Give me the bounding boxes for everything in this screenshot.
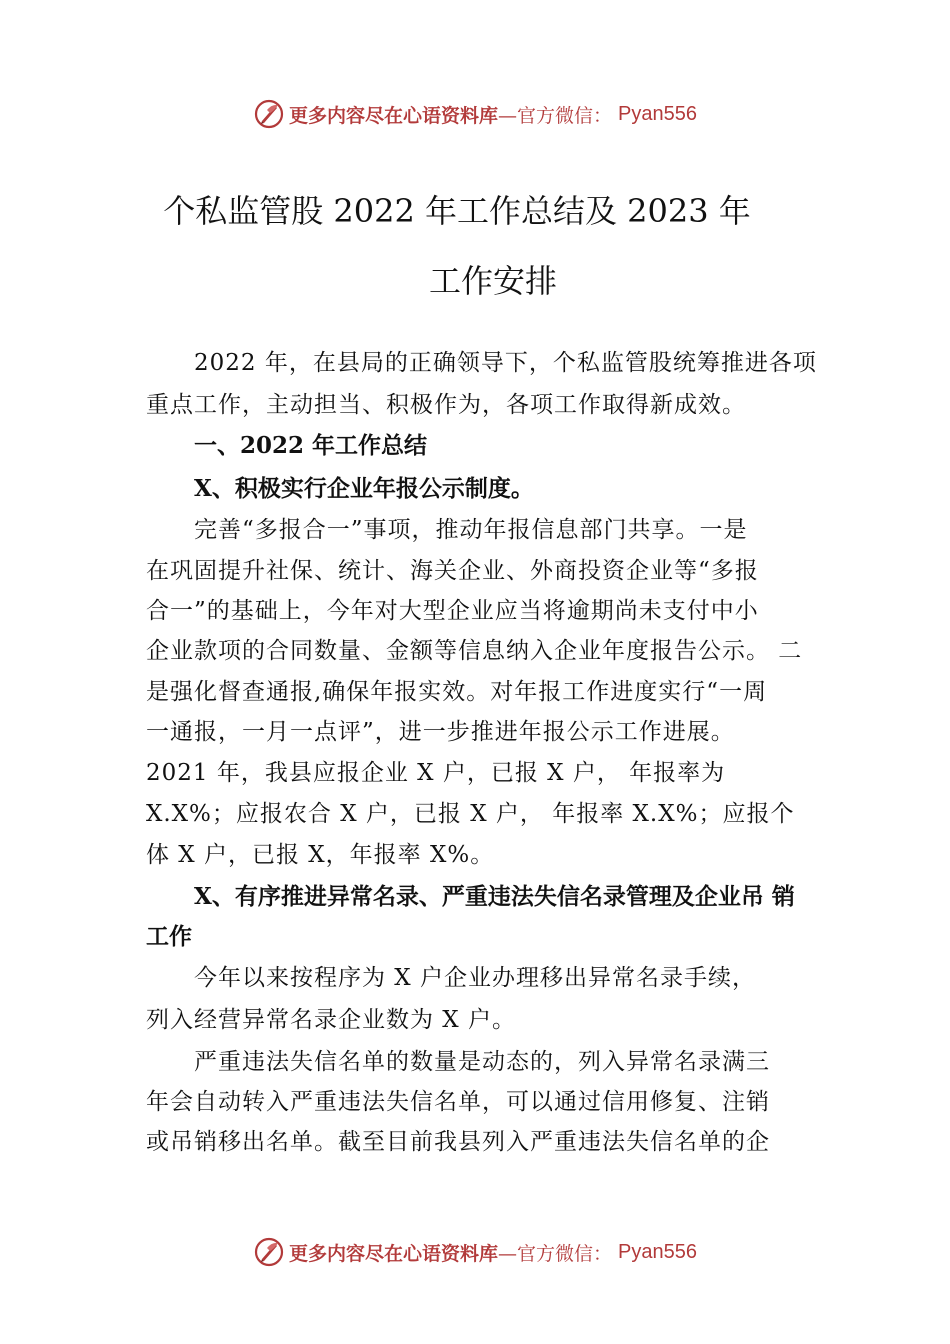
paragraph-line: 体 X 户，已报 X，年报率 X%。 [146,842,495,868]
paragraph-line: 在巩固提升社保、统计、海关企业、外商投资企业等“多报 [146,558,759,584]
quill-logo-icon [253,98,285,130]
paragraph-line: 年会自动转入严重违法失信名单，可以通过信用修复、注销 [146,1089,770,1115]
document-title-line-1: 个私监管股 2022 年工作总结及 2023 年 [163,192,751,230]
watermark-text [289,101,612,128]
paragraph-line: 严重违法失信名单的数量是动态的，列入异常名录满三 [194,1049,770,1075]
watermark-site-name: 更多内容尽在心语资料库 [289,1242,499,1265]
paragraph-line: 2022 年，在县局的正确领导下，个私监管股统筹推进各项 [194,350,817,376]
watermark-wechat-id: Pyan556 [618,102,697,125]
document-title-line-2: 工作安排 [428,262,557,300]
paragraph-line: 2021 年，我县应报企业 X 户，已报 X 户， 年报率为 [146,760,726,786]
watermark-site-name: 更多内容尽在心语资料库 [289,104,499,127]
paragraph-line: 完善“多报合一”事项，推动年报信息部门共享。一是 [194,517,748,543]
paragraph-line: 企业款项的合同数量、金额等信息纳入企业年度报告公示。 二 [146,638,803,664]
subsection-heading: X、积极实行企业年报公示制度。 [194,475,534,502]
subsection-heading: X、有序推进异常名录、严重违法失信名录管理及企业吊 销 [194,883,795,910]
watermark-wechat-label: —官方微信： [498,104,613,127]
paragraph-line: 重点工作，主动担当、积极作为，各项工作取得新成效。 [146,392,746,418]
watermark-banner-top [0,94,950,134]
watermark-banner-bottom [0,1232,950,1272]
paragraph-line: 或吊销移出名单。截至目前我县列入严重违法失信名单的企 [146,1129,770,1155]
section-heading: 一、2022 年工作总结 [194,432,428,459]
paragraph-line: 是强化督查通报,确保年报实效。对年报工作进度实行“一周 [146,679,768,705]
paragraph-line: 一通报，一月一点评”，进一步推进年报公示工作进展。 [146,719,735,745]
watermark-text [289,1239,612,1266]
subsection-heading-continued: 工作 [146,923,192,950]
quill-logo-icon [253,1236,285,1268]
watermark-wechat-id: Pyan556 [618,1240,697,1263]
watermark-wechat-label: —官方微信： [498,1242,613,1265]
paragraph-line: X.X%；应报农合 X 户，已报 X 户， 年报率 X.X%；应报个 [146,801,795,827]
paragraph-line: 合一”的基础上，今年对大型企业应当将逾期尚未支付中小 [146,598,759,624]
paragraph-line: 列入经营异常名录企业数为 X 户。 [146,1007,516,1033]
paragraph-line: 今年以来按程序为 X 户企业办理移出异常名录手续， [194,965,756,991]
